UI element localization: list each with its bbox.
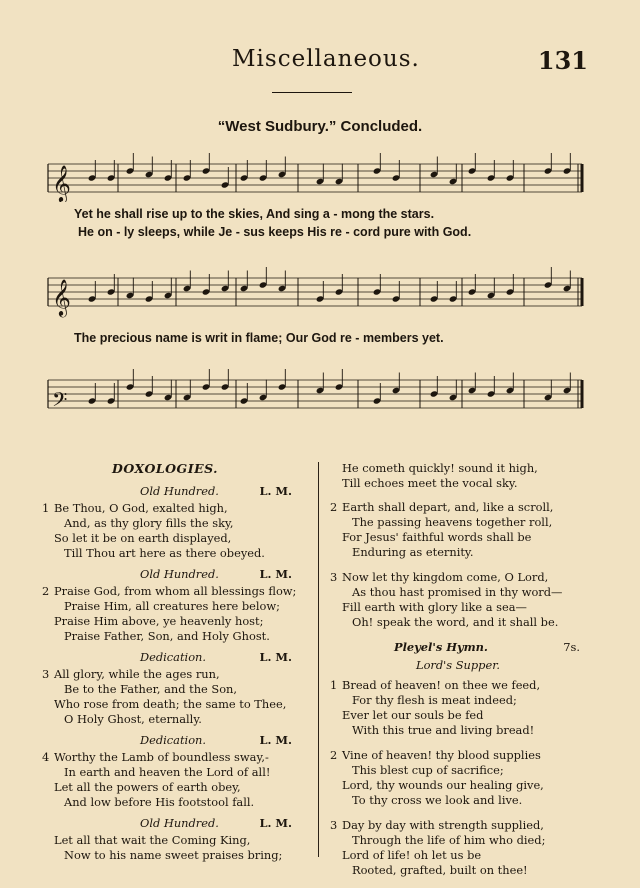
verse-line: Be Thou, O God, exalted high,	[54, 501, 228, 515]
music-system-1	[0, 150, 640, 202]
verse-line: Praise Him, all creatures here below;	[64, 599, 280, 613]
music-system-2	[0, 262, 640, 322]
stanza	[330, 748, 580, 808]
verse-line: Now to his name sweet praises bring;	[64, 848, 283, 862]
verse-line: Worthy the Lamb of boundless sway,-	[54, 750, 269, 764]
verse-line: Let all the powers of earth obey,	[54, 780, 241, 794]
hymn-title: Dedication.	[140, 650, 207, 664]
verse-line: For thy flesh is meat indeed;	[352, 693, 517, 707]
verse-line: Praise Him above, ye heavenly host;	[54, 614, 264, 628]
page-number: 131	[537, 46, 588, 75]
treble-clef-icon: 𝄞	[52, 278, 71, 316]
verse-line: He cometh quickly! sound it high,	[342, 461, 538, 475]
stanza	[42, 667, 298, 727]
stanza-number: 3	[330, 818, 338, 832]
verse-line: Oh! speak the word, and it shall be.	[352, 615, 559, 629]
hymn-meter: L. M.	[259, 816, 292, 830]
continuation	[330, 461, 580, 491]
header-rule	[272, 92, 352, 93]
verse-line: Earth shall depart, and, like a scroll,	[342, 500, 554, 514]
verse-line: To thy cross we look and live.	[352, 793, 523, 807]
verse-line: This blest cup of sacrifice;	[352, 763, 504, 777]
verse-line: So let it be on earth displayed,	[54, 531, 232, 545]
verse-line: Till Thou art here as there obeyed.	[64, 546, 265, 560]
lyrics-line-1a: Yet he shall rise up to the skies, And sing a - mong the stars.	[74, 207, 435, 221]
verse-line: With this true and living bread!	[352, 723, 535, 737]
verse-line: The passing heavens together roll,	[352, 515, 553, 529]
verse-line: Fill earth with glory like a sea—	[342, 600, 527, 614]
hymn-heading	[42, 567, 298, 584]
verse-line: Enduring as eternity.	[352, 545, 474, 559]
hymn-meter: L. M.	[259, 484, 292, 498]
stanza-number: 2	[330, 500, 338, 514]
verse-line: Now let thy kingdom come, O Lord,	[342, 570, 549, 584]
verse-line: In earth and heaven the Lord of all!	[64, 765, 271, 779]
verse-line: Till echoes meet the vocal sky.	[342, 476, 518, 490]
hymn-title: Old Hundred.	[140, 816, 219, 830]
hymn-title: Old Hundred.	[140, 567, 219, 581]
doxologies-heading: DOXOLOGIES.	[112, 461, 219, 476]
lyrics-line-2: The precious name is writ in flame; Our God re - members yet.	[74, 331, 444, 345]
verse-line: For Jesus' faithful words shall be	[342, 530, 532, 544]
pleyel-subtitle: Lord's Supper.	[416, 658, 501, 672]
verse-line: Lord of life! oh let us be	[342, 848, 482, 862]
pleyel-title-row	[330, 640, 580, 658]
hymn-title: Dedication.	[140, 733, 207, 747]
hymn-heading	[42, 733, 298, 750]
stanza-number: 1	[42, 501, 50, 515]
verse-line: All glory, while the ages run,	[54, 667, 220, 681]
verse-line: Bread of heaven! on thee we feed,	[342, 678, 541, 692]
stanza	[330, 818, 580, 878]
verse-line: Through the life of him who died;	[352, 833, 546, 847]
hymn-heading	[42, 650, 298, 667]
pleyel-meter: 7s.	[563, 640, 580, 654]
hymn-meter: L. M.	[259, 567, 292, 581]
pleyel-title: Pleyel's Hymn.	[394, 640, 488, 654]
verse-line: Let all that wait the Coming King,	[54, 833, 251, 847]
hymn-title: Old Hundred.	[140, 484, 219, 498]
verse-line: Who rose from death; the same to Thee,	[54, 697, 287, 711]
column-divider	[318, 462, 319, 857]
stanza	[330, 678, 580, 738]
verse-line: And, as thy glory fills the sky,	[64, 516, 234, 530]
stanza-number: 3	[42, 667, 50, 681]
stanza	[330, 570, 580, 630]
hymn-meter: L. M.	[259, 650, 292, 664]
stanza-number: 2	[330, 748, 338, 762]
stanza	[42, 833, 298, 863]
verse-line: Praise Father, Son, and Holy Ghost.	[64, 629, 270, 643]
lyrics-line-1b: He on - ly sleeps, while Je - sus keeps His re - cord pure with God.	[78, 225, 472, 239]
verse-line: Vine of heaven! thy blood supplies	[342, 748, 541, 762]
verse-line: As thou hast promised in thy word—	[352, 585, 563, 599]
stanza-number: 2	[42, 584, 50, 598]
verse-line: Ever let our souls be fed	[342, 708, 484, 722]
verse-line: Rooted, grafted, built on thee!	[352, 863, 528, 877]
right-column	[330, 461, 580, 888]
stanza	[42, 501, 298, 561]
stanza	[42, 584, 298, 644]
stanza	[330, 500, 580, 560]
verse-line: O Holy Ghost, eternally.	[64, 712, 202, 726]
hymn-meter: L. M.	[259, 733, 292, 747]
stanza	[42, 750, 298, 810]
hymn-heading	[42, 484, 298, 501]
left-column	[42, 461, 298, 869]
bass-clef-icon: 𝄢	[52, 388, 68, 416]
stanza-number: 4	[42, 750, 50, 764]
verse-line: Lord, thy wounds our healing give,	[342, 778, 544, 792]
treble-clef-icon: 𝄞	[52, 164, 71, 202]
verse-line: And low before His footstool fall.	[64, 795, 255, 809]
hymn-heading	[42, 816, 298, 833]
verse-line: Day by day with strength supplied,	[342, 818, 544, 832]
stanza-number: 3	[330, 570, 338, 584]
music-system-3	[0, 368, 640, 420]
verse-line: Praise God, from whom all blessings flow;	[54, 584, 297, 598]
section-title: Miscellaneous.	[232, 46, 420, 72]
stanza-number: 1	[330, 678, 338, 692]
verse-line: Be to the Father, and the Son,	[64, 682, 238, 696]
tune-title: “West Sudbury.” Concluded.	[217, 118, 423, 135]
